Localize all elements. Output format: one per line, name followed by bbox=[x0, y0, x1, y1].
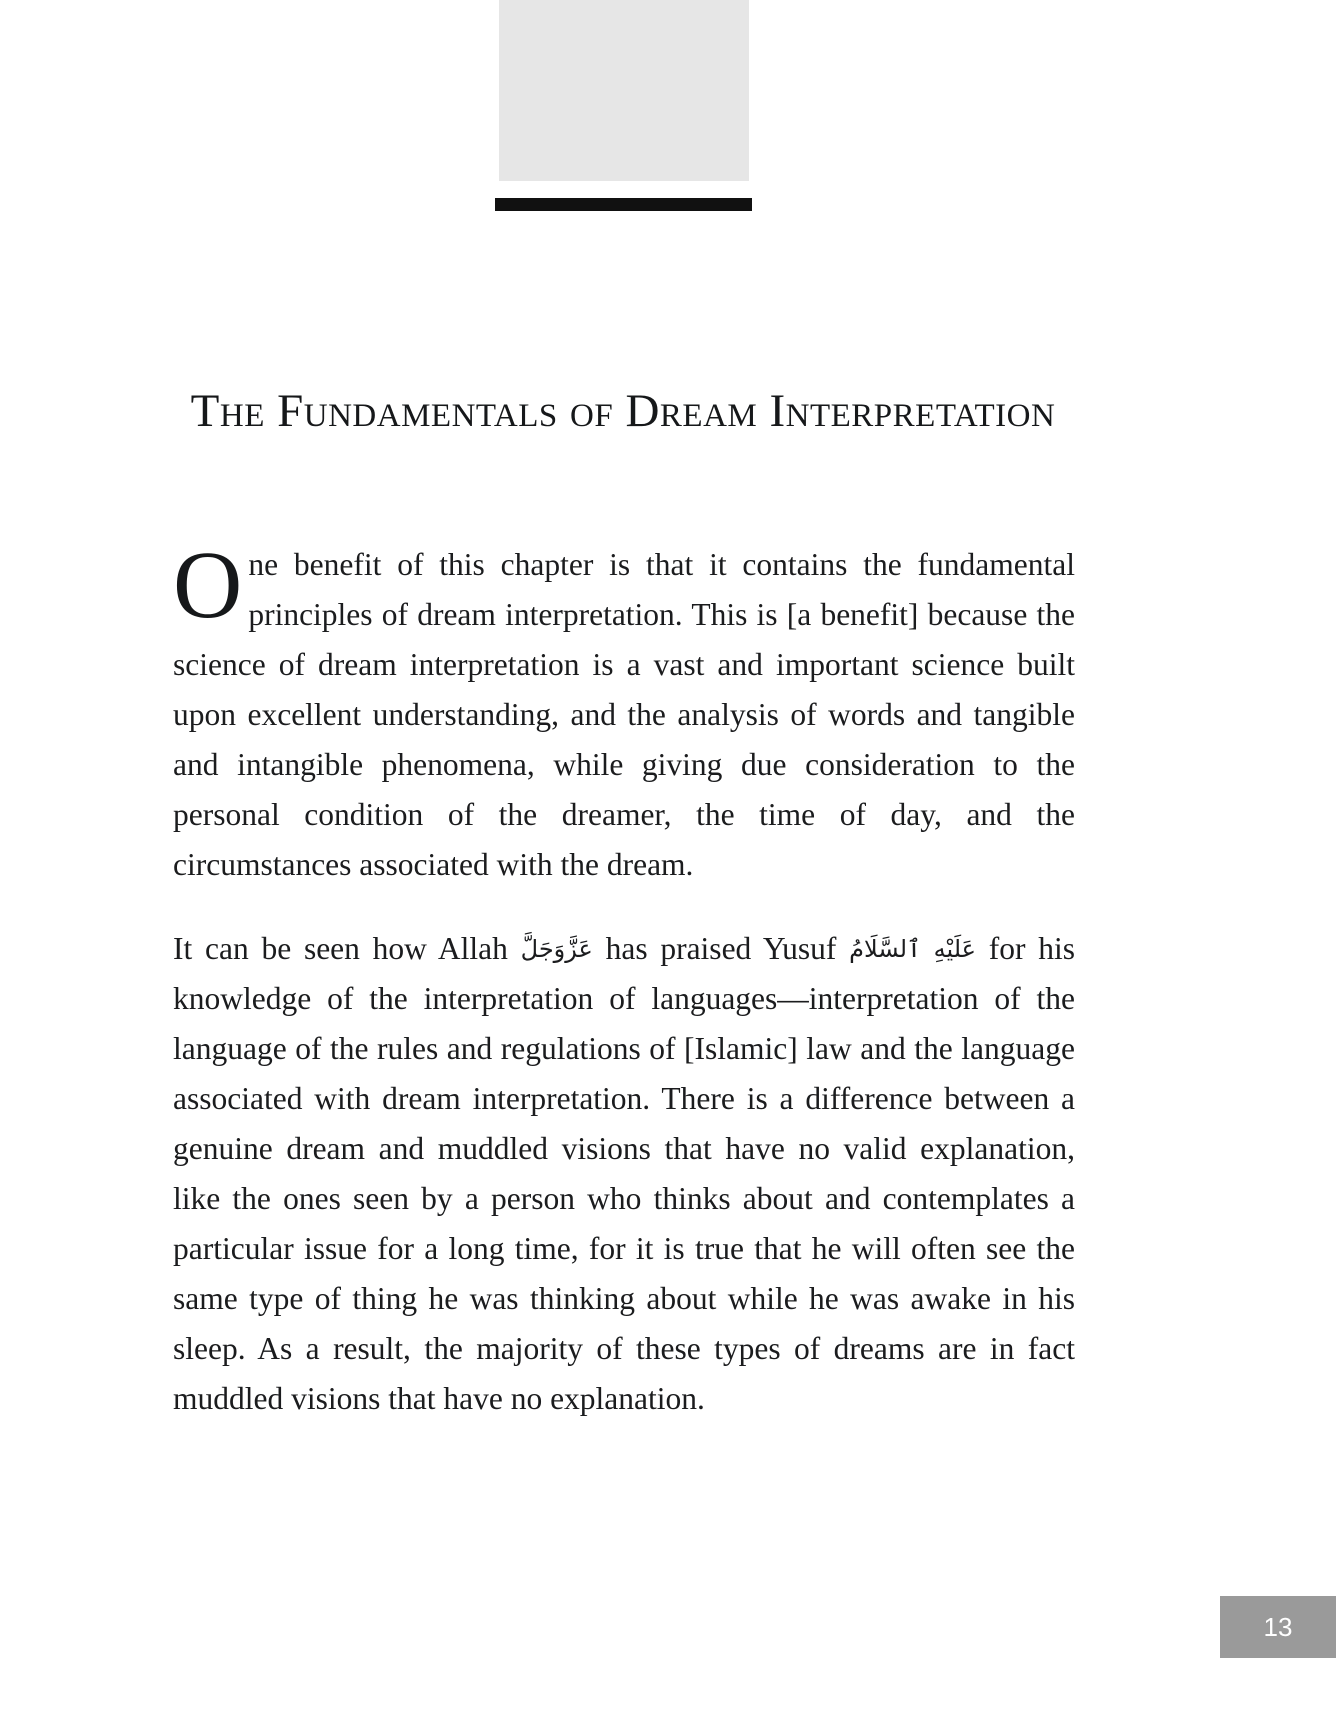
paragraph-1-text: ne benefit of this chapter is that it contains the fundamental principles of dream interpretation. This is [a benefit] because the science of dream interpretation is a vast and important science built upon excellent understanding, and the analysis of words and tangible and intangible phenomena, while giving due consideration to the personal condition of the dreamer, the time of day, and the circumstances associated with the dream. bbox=[173, 547, 1075, 882]
paragraph-1 bbox=[173, 531, 1075, 890]
paragraph-2-segment-3: for his knowledge of the interpretation of languages—interpretation of the language of the rules and regulations of [Islamic] law and the language associated with dream interpretation. There is a difference between a genuine dream and muddled visions that have no valid explanation, like the ones seen by a person who thinks about and contemplates a particular issue for a long time, for it is true that he will often see the same type of thing he was thinking about while he was awake in his sleep. As a result, the majority of these types of dreams are in fact muddled visions that have no explanation. bbox=[173, 931, 1076, 1416]
body-content bbox=[173, 531, 1076, 1458]
paragraph-2 bbox=[173, 924, 1075, 1424]
page-number: 13 bbox=[1220, 1596, 1336, 1658]
header-rule bbox=[495, 198, 752, 211]
paragraph-2-segment-2: has praised Yusuf bbox=[592, 931, 850, 966]
honorific-azzawajall: عَزَّوَجَلَّ bbox=[520, 935, 593, 963]
paragraph-2-segment-1: It can be seen how Allah bbox=[173, 931, 521, 966]
honorific-alayhis-salam: عَلَيْهِ ٱلسَّلَامُ bbox=[849, 935, 977, 963]
page-title: The Fundamentals of Dream Interpretation bbox=[190, 385, 1056, 438]
header-ornament-block bbox=[499, 0, 749, 181]
drop-cap: O bbox=[173, 531, 243, 638]
